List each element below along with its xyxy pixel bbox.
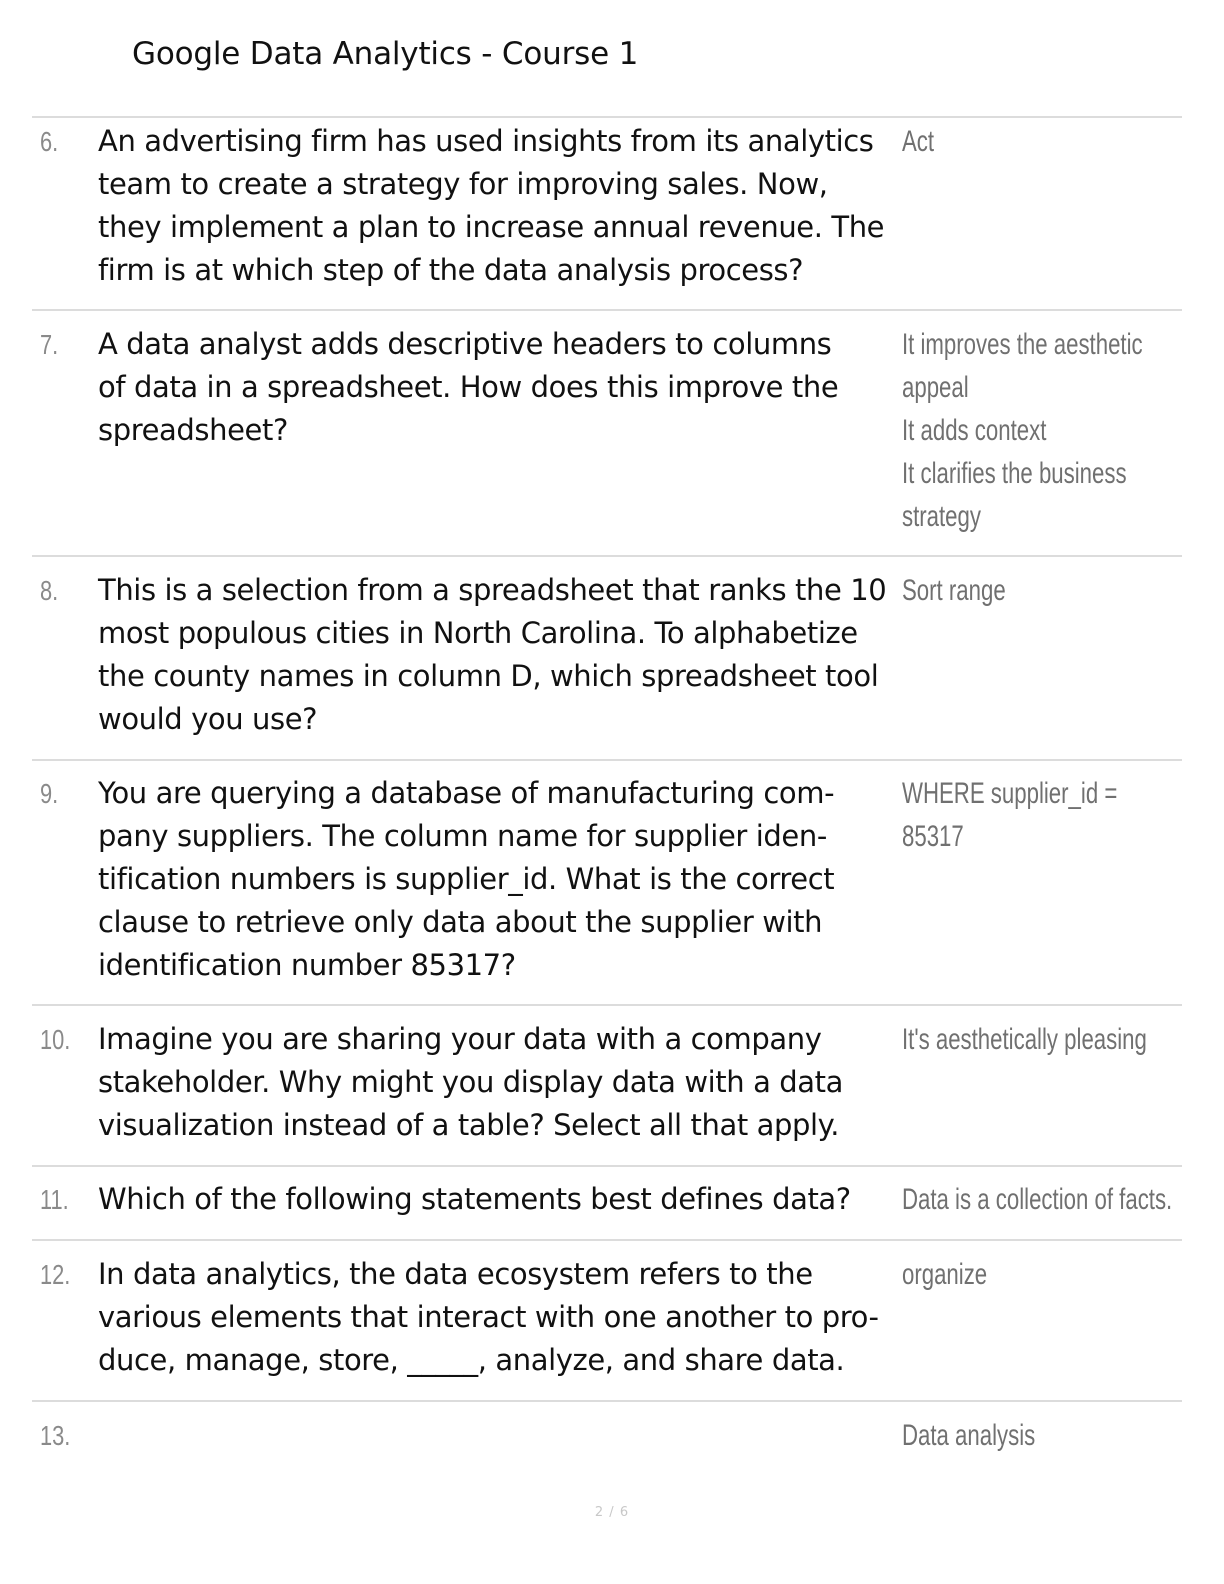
answer-line: Data analysis: [902, 1419, 1036, 1452]
question-number: 9.: [40, 778, 59, 809]
answer-text: [902, 323, 1146, 538]
answer-line: WHERE supplier_id =: [902, 777, 1118, 810]
question-line: stakeholder. Why might you display data with a data: [98, 1065, 843, 1099]
answer-line: It's aesthetically pleasing: [902, 1023, 1147, 1056]
divider: [32, 1165, 1182, 1167]
question-line: This is a selection from a spreadsheet that ranks the 10: [98, 573, 887, 607]
question-line: Which of the following statements best defines data?: [98, 1182, 851, 1216]
answer-line: Sort range: [902, 574, 1006, 607]
question-line: would you use?: [98, 702, 318, 736]
question-line: most populous cities in North Carolina. To alphabetize: [98, 616, 858, 650]
question-text: [98, 120, 898, 292]
answer-text: [902, 1018, 1146, 1061]
question-line: identification number 85317?: [98, 948, 516, 982]
question-line: spreadsheet?: [98, 413, 288, 447]
question-line: they implement a plan to increase annual revenue. The: [98, 210, 885, 244]
question-number: 13.: [40, 1420, 71, 1451]
answer-text: [902, 772, 1146, 858]
page-number: 2 / 6: [594, 1505, 630, 1520]
question-text: [98, 569, 898, 741]
question-line: An advertising firm has used insights from its analytics: [98, 124, 874, 158]
question-line: of data in a spreadsheet. How does this improve the: [98, 370, 839, 404]
question-line: duce, manage, store, _____, analyze, and share data.: [98, 1343, 845, 1377]
answer-text: [902, 120, 1146, 163]
document-title: Google Data Analytics - Course 1: [132, 36, 639, 72]
answer-line: It adds context: [902, 414, 1047, 447]
question-line: Imagine you are sharing your data with a company: [98, 1022, 822, 1056]
question-line: You are querying a database of manufacturing com-: [98, 776, 835, 810]
answer-line: appeal: [902, 371, 969, 404]
question-line: pany suppliers. The column name for supplier iden-: [98, 819, 827, 853]
answer-text: [902, 1414, 1146, 1457]
question-text: [98, 1018, 898, 1147]
answer-line: organize: [902, 1258, 988, 1291]
question-number: 8.: [40, 575, 59, 606]
question-line: A data analyst adds descriptive headers to columns: [98, 327, 832, 361]
question-line: firm is at which step of the data analysis process?: [98, 253, 804, 287]
question-number: 12.: [40, 1259, 71, 1290]
divider: [32, 1004, 1182, 1006]
divider: [32, 116, 1182, 118]
answer-text: [902, 569, 1146, 612]
divider: [32, 759, 1182, 761]
question-number: 6.: [40, 126, 59, 157]
question-text: [98, 1253, 898, 1382]
question-text: [98, 323, 898, 452]
answer-line: strategy: [902, 500, 981, 533]
question-number: 10.: [40, 1024, 71, 1055]
divider: [32, 1400, 1182, 1402]
question-line: visualization instead of a table? Select all that apply.: [98, 1108, 840, 1142]
question-line: the county names in column D, which spreadsheet tool: [98, 659, 879, 693]
question-text: [98, 1178, 898, 1221]
answer-line: Act: [902, 125, 935, 158]
answer-line: Data is a collection of facts.: [902, 1183, 1173, 1216]
answer-line: It clarifies the business: [902, 457, 1127, 490]
answer-line: It improves the aesthetic: [902, 328, 1143, 361]
divider: [32, 555, 1182, 557]
answer-line: 85317: [902, 820, 964, 853]
question-line: In data analytics, the data ecosystem refers to the: [98, 1257, 813, 1291]
question-line: tification numbers is supplier_id. What is the correct: [98, 862, 835, 896]
answer-text: [902, 1253, 1146, 1296]
answer-text: [902, 1178, 1173, 1221]
question-line: team to create a strategy for improving sales. Now,: [98, 167, 828, 201]
question-line: clause to retrieve only data about the supplier with: [98, 905, 823, 939]
divider: [32, 309, 1182, 311]
divider: [32, 1239, 1182, 1241]
question-line: various elements that interact with one another to pro-: [98, 1300, 879, 1334]
question-number: 7.: [40, 329, 59, 360]
question-number: 11.: [40, 1184, 69, 1215]
question-text: [98, 772, 898, 987]
